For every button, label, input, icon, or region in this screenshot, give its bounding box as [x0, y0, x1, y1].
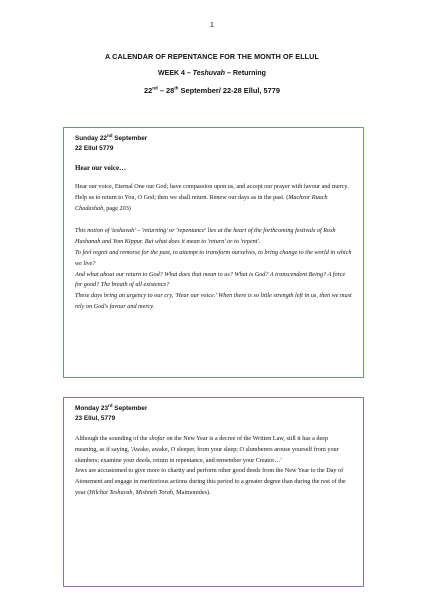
week-suffix: – Returning: [225, 70, 266, 77]
sunday-prayer: Hear our voice, Eternal One our God; have compassion upon us, and accept our prayer with favour and mercy. Help us to return to You, O God; then we shall return. Renew our days as in the past. (: [75, 183, 349, 201]
monday-text-source: Hilchot Teshuvah, Mishneh Torah,: [89, 488, 175, 496]
sunday-day: Sunday 22: [75, 135, 107, 142]
week-prefix: WEEK 4 –: [158, 70, 193, 77]
sunday-reflection-2: To feel regret and remorse for the past, to attempt to transform ourselves, to bring change to the world in which we live?: [75, 248, 352, 267]
page-number: 1: [210, 22, 214, 29]
monday-text-shofar: shofar: [149, 435, 165, 442]
sunday-prayer-source: Machzor Ruach Chadashah: [75, 193, 328, 212]
week-heading: [0, 70, 424, 77]
sunday-prayer-source-tail: , page 203): [103, 204, 131, 212]
monday-text-2b: Maimonides).: [174, 488, 211, 496]
sunday-month: September: [112, 135, 148, 142]
dates-day1: 22: [144, 86, 153, 95]
dates-sup2: th: [174, 85, 179, 91]
monday-text-1: [75, 434, 352, 466]
monday-text-2a: Jews are accustomed to give more to charity and perform other good deeds from the New Year to the Day of Atonement and engage in meritorious actions during this period to a greater degree than during the rest of the year (: [75, 467, 346, 496]
document-header: [0, 52, 424, 95]
monday-day: Monday 23: [75, 405, 109, 412]
monday-day-label: [75, 404, 352, 414]
sunday-reflection: [75, 226, 352, 312]
sunday-reflection-1: This notion of 'teshuvah' – 'returning' or 'repentance' lies at the heart of the forthcoming festivals of Rosh Hashanah and Yom Kippur. But what does it mean to 'return' or to 'repent'.: [75, 227, 336, 246]
week-dates: [0, 86, 424, 95]
monday-text-1a: Although the sounding of the: [75, 435, 150, 442]
sunday-entry-box: [63, 127, 364, 378]
dates-rest: September/ 22-28 Ellul, 5779: [178, 86, 280, 95]
sunday-day-label: [75, 134, 352, 144]
sunday-heading: Hear our voice…: [75, 164, 127, 172]
calendar-title: A CALENDAR OF REPENTANCE FOR THE MONTH OF ELLUL: [105, 52, 319, 61]
sunday-reflection-4: These days bring an urgency to our cry, 'Hear our voice.' When there is so little strength left in us, then we must rely on God's favour and mercy.: [75, 292, 352, 310]
monday-text-2: [75, 466, 352, 498]
sunday-hebrew-date: 22 Ellul 5779: [75, 145, 114, 152]
sunday-reflection-3: And what about our return to God? What does that mean to us? What is God? A transcendent Being? A force for good? The breath of all existence?: [75, 270, 346, 289]
sunday-day-sup: nd: [106, 132, 113, 138]
sunday-prayer-text: [75, 182, 352, 214]
dates-mid: – 28: [157, 86, 175, 95]
monday-day-sup: rd: [108, 402, 113, 408]
week-teshuvah: Teshuvah: [192, 70, 226, 77]
dates-sup1: nd: [152, 85, 158, 91]
monday-entry-box: [63, 397, 364, 587]
monday-month: September: [112, 405, 148, 412]
monday-text-1b: on the New Year is a decree of the Written Law, still it has a deep meaning, as if saying, 'Awake, awake, O sleeper, from your sleep; O slumberers arouse yourself from your slumbers; examine your deeds, return in repentance, and remember your Creator…': [75, 435, 339, 464]
monday-hebrew-date: 23 Ellul, 5779: [75, 415, 116, 422]
